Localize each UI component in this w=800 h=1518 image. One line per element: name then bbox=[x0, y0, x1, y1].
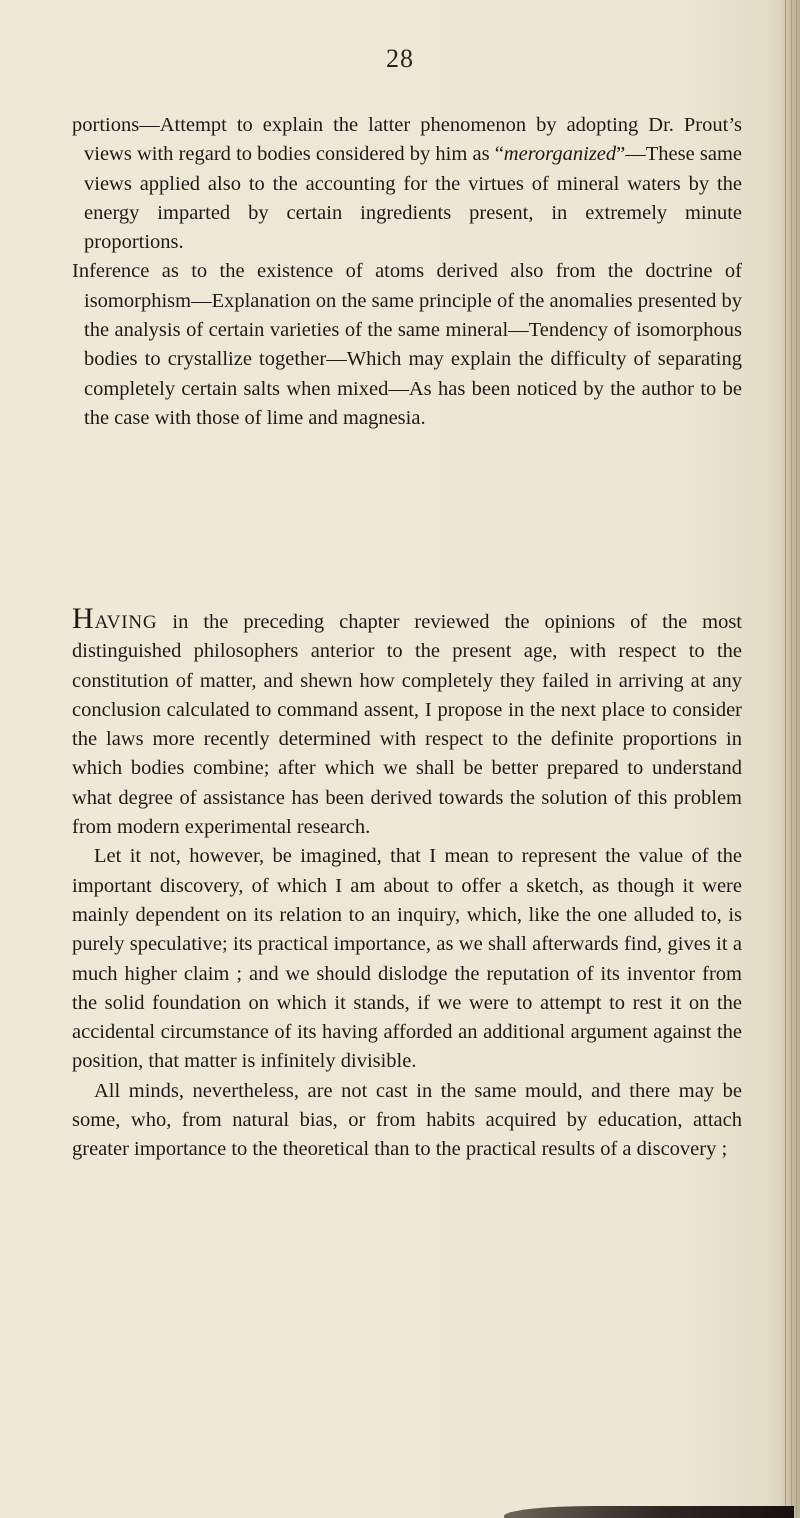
binding-gutter bbox=[782, 0, 800, 1518]
gutter-line bbox=[791, 0, 792, 1518]
body-paragraph-3: All minds, nevertheless, are not cast in the same mould, and there may be some, who, from natural bias, or from habits acquired by education, attach greater importance to the theoretical than to the practical results of a discovery ; bbox=[72, 1079, 742, 1161]
drop-capital: H bbox=[72, 602, 95, 635]
body-paragraph-2: Let it not, however, be imagined, that I mean to represent the value of the important discovery, of which I am about to offer a sketch, as though it were mainly dependent on its relation to an inquiry, which, like the one alluded to, is purely speculative; its practical importance, as we shall afterwards find, gives it a much higher claim ; and we should dislodge the reputation of its inventor from the solid foundation on which it stands, if we were to attempt to rest it on the accidental circumstance of its having afforded an additional argument against the position, that matter is infinitely divisible. bbox=[72, 845, 742, 1073]
synopsis-text: portions—Attempt to explain the latter phenomenon by adopting Dr. Prout’s views with regard to bodies considered by him as “ bbox=[72, 114, 742, 166]
page-edge-shadow bbox=[504, 1506, 794, 1518]
gutter-line bbox=[785, 0, 786, 1518]
gutter-line bbox=[796, 0, 797, 1518]
body-paragraph-1 bbox=[72, 604, 742, 842]
chapter-synopsis bbox=[72, 111, 742, 433]
chapter-body bbox=[72, 604, 742, 1165]
synopsis-paragraph-2: Inference as to the existence of atoms derived also from the doctrine of isomorphism—Explanation on the same principle of the anomalies presented by the analysis of certain varieties of the same mineral—Tendency of isomorphous bodies to crystallize together—Which may explain the difficulty of separating completely certain salts when mixed—As has been noticed by the author to be the case with those of lime and magnesia. bbox=[72, 260, 742, 429]
page-number: 28 bbox=[386, 44, 414, 73]
synopsis-text: ”—These same views applied also to the accounting for the virtues of mineral waters by the energy imparted by certain ingredients present, in extremely minute proportions. bbox=[84, 143, 742, 254]
synopsis-paragraph-1 bbox=[72, 111, 742, 257]
small-caps-opening: AVING bbox=[94, 612, 158, 633]
paragraph-text: in the preceding chapter reviewed the opinions of the most distinguished philosophers anterior to the present age, with respect to the constitution of matter, and shewn how completely they failed in arriving at any conclusion calculated to command assent, I propose in the next place to consider the laws more recently determined with respect to the definite proportions in which bodies combine; after which we shall be better prepared to understand what degree of assistance has been derived towards the solution of this problem from modern experimental research. bbox=[72, 611, 742, 839]
italic-term: merorganized bbox=[503, 143, 617, 166]
